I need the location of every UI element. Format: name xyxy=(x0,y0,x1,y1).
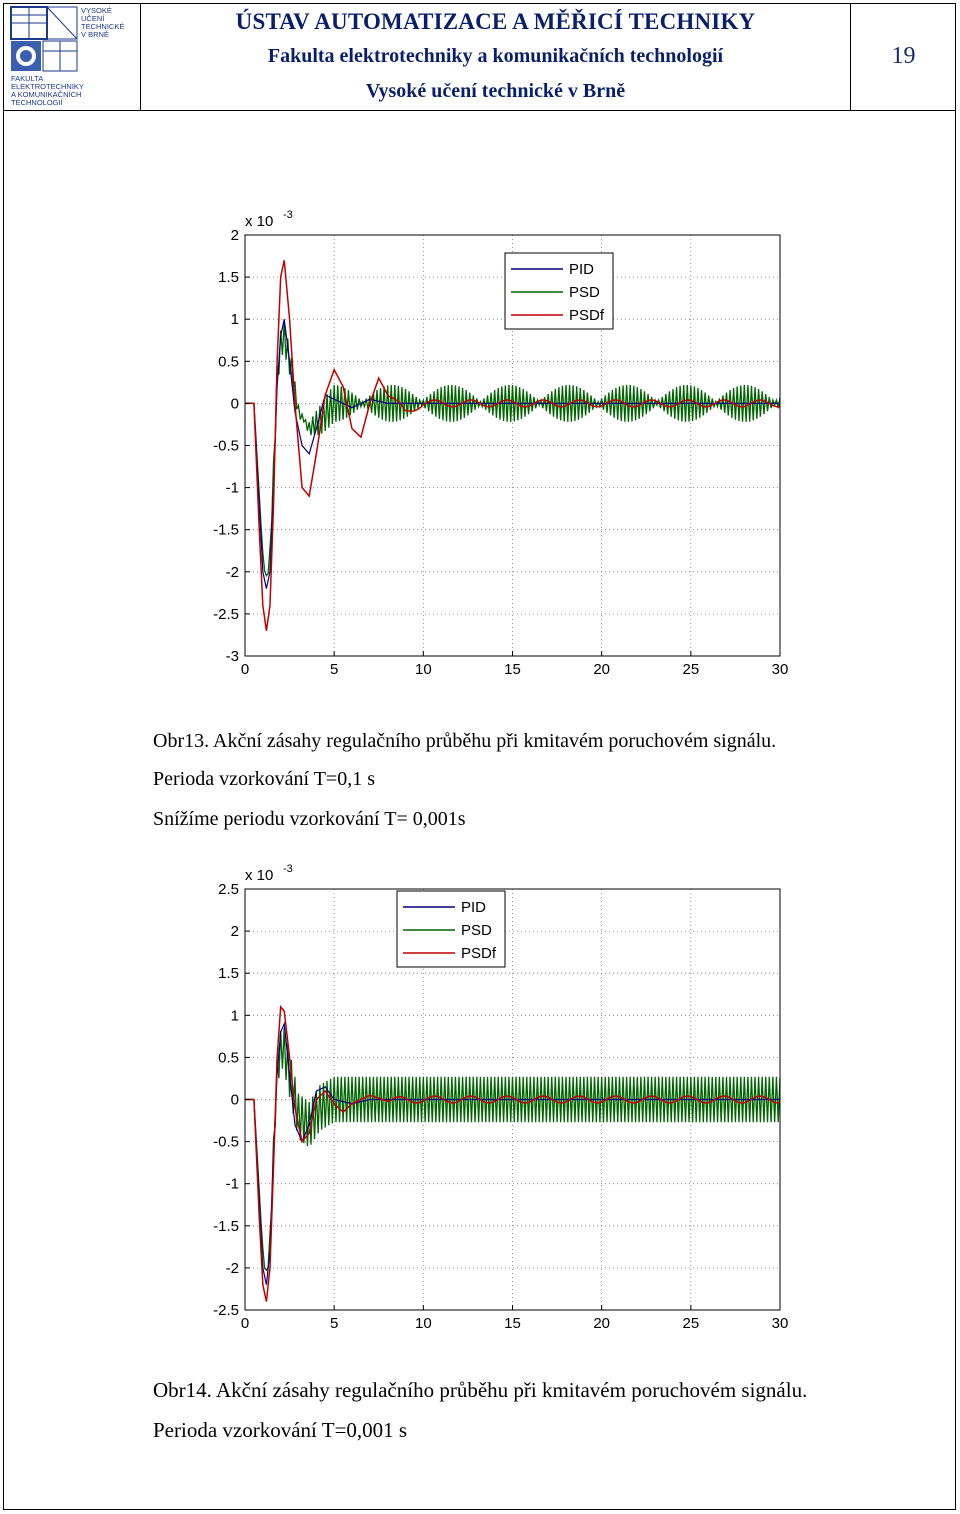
y-tick-label: -0.5 xyxy=(213,1133,239,1151)
y-tick-label: -2 xyxy=(225,1259,239,1277)
legend-label-psd: PSD xyxy=(461,922,492,939)
x-tick-label: 20 xyxy=(593,661,611,678)
y-tick-label: 1.5 xyxy=(218,965,239,983)
faculty-name: Fakulta elektrotechniky a komunikačních technologií xyxy=(267,45,724,67)
x-tick-label: 25 xyxy=(682,1315,700,1332)
page-header xyxy=(3,3,956,111)
y-tick-label: 1 xyxy=(230,311,239,329)
y-tick-label: 0.5 xyxy=(218,353,239,371)
y-tick-label: 0 xyxy=(230,1091,239,1109)
x-tick-label: 0 xyxy=(240,1315,250,1332)
x-tick-label: 5 xyxy=(329,661,339,678)
fig14-caption: Obr14. Akční zásahy regulačního průběhu při kmitavém poruchovém signálu. xyxy=(153,1378,808,1402)
legend xyxy=(397,891,505,967)
y-tick-label: 1.5 xyxy=(218,269,239,287)
body-text: Snížíme periodu vzorkování T= 0,001s xyxy=(153,808,466,830)
chart-fig13 xyxy=(200,198,800,683)
x-tick-label: 15 xyxy=(504,661,521,678)
y-tick-label: 0.5 xyxy=(218,1049,239,1067)
y-tick-label: -2.5 xyxy=(213,1302,239,1319)
axis-exponent-power: -3 xyxy=(283,863,293,875)
logo-text-line: VYSOKÉ xyxy=(81,6,112,15)
fig13-caption: Obr13. Akční zásahy regulačního průběhu při kmitavém poruchovém signálu. xyxy=(153,730,777,752)
logo-text-line: FAKULTA xyxy=(11,74,44,83)
fig13-sampling-period: Perioda vzorkování T=0,1 s xyxy=(153,768,375,790)
legend xyxy=(505,253,613,329)
fig14-sampling-period: Perioda vzorkování T=0,001 s xyxy=(153,1418,408,1442)
legend-label-pid: PID xyxy=(569,261,595,278)
x-tick-label: 15 xyxy=(504,1315,521,1332)
x-tick-label: 5 xyxy=(329,1315,339,1332)
legend-label-psd: PSD xyxy=(569,284,600,301)
logo-text-line: TECHNICKÉ xyxy=(81,22,125,31)
y-tick-label: -1.5 xyxy=(213,521,239,539)
x-tick-label: 25 xyxy=(682,661,700,678)
x-tick-label: 0 xyxy=(240,661,250,678)
page-number-cell xyxy=(851,3,956,110)
axis-exponent-power: -3 xyxy=(283,209,293,221)
y-tick-label: 0 xyxy=(230,395,239,413)
y-tick-label: -1 xyxy=(225,1175,239,1193)
logo-text-line: A KOMUNIKAČNÍCH xyxy=(11,90,82,99)
axis-exponent-label: x 10 xyxy=(245,213,274,230)
y-tick-label: 2 xyxy=(230,227,239,244)
legend-label-psdf: PSDf xyxy=(461,945,497,962)
legend-label-psdf: PSDf xyxy=(569,307,605,324)
y-tick-label: -1.5 xyxy=(213,1217,239,1235)
logo-text-line: UČENÍ xyxy=(81,14,105,23)
institute-name: ÚSTAV AUTOMATIZACE A MĚŘICÍ TECHNIKY xyxy=(235,9,756,34)
page-number: 19 xyxy=(891,43,916,69)
y-tick-label: -2.5 xyxy=(213,605,239,623)
x-tick-label: 30 xyxy=(771,661,789,678)
axis-exponent-label: x 10 xyxy=(245,867,274,884)
x-tick-label: 10 xyxy=(414,661,432,678)
logo-text-line: TECHNOLOGIÍ xyxy=(11,98,63,107)
y-tick-label: -3 xyxy=(225,648,239,665)
chart-fig14 xyxy=(200,852,800,1337)
y-tick-label: -2 xyxy=(225,563,239,581)
y-tick-label: -0.5 xyxy=(213,437,239,455)
logo-text-line: V BRNĚ xyxy=(81,30,109,39)
logo-text-line: ELEKTROTECHNIKY xyxy=(11,82,84,91)
y-tick-label: -1 xyxy=(225,479,239,497)
university-name: Vysoké učení technické v Brně xyxy=(365,80,626,102)
legend-label-pid: PID xyxy=(461,899,487,916)
y-tick-label: 1 xyxy=(230,1007,239,1025)
header-title-block xyxy=(141,3,851,110)
x-tick-label: 20 xyxy=(593,1315,611,1332)
y-tick-label: 2 xyxy=(230,923,239,941)
x-tick-label: 30 xyxy=(771,1315,789,1332)
y-tick-label: 2.5 xyxy=(218,881,239,898)
university-logo xyxy=(3,3,141,110)
x-tick-label: 10 xyxy=(414,1315,432,1332)
